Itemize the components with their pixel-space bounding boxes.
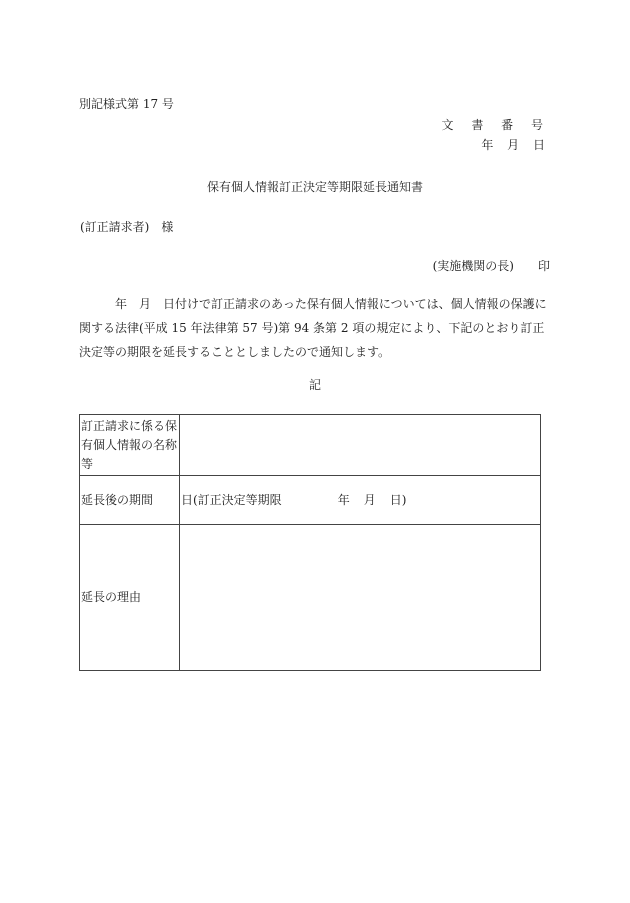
body-text: 年 月 日付けで訂正請求のあった保有個人情報については、個人情報の保護に関する法律(平成 15 年法律第 57 号)第 94 条第 2 項の規定により、下記のとおり訂正決定等の期限を延長することとしましたので通知します。 bbox=[79, 297, 547, 359]
sender: (実施機関の長) 印 bbox=[432, 259, 550, 273]
table-row bbox=[80, 476, 541, 525]
extended-period-value bbox=[180, 476, 541, 525]
period-day: 日) bbox=[389, 492, 407, 507]
info-name-label: 訂正請求に係る保有個人情報の名称等 bbox=[80, 415, 180, 476]
extended-period-prefix: 日(訂正決定等期限 bbox=[181, 492, 282, 507]
addressee: (訂正請求者) 様 bbox=[80, 220, 174, 234]
document-title: 保有個人情報訂正決定等期限延長通知書 bbox=[206, 180, 423, 194]
table-row bbox=[80, 525, 541, 671]
ki-heading: 記 bbox=[308, 378, 321, 392]
info-table bbox=[79, 414, 541, 671]
extension-reason-label: 延長の理由 bbox=[80, 525, 180, 671]
document-number-label: 文 書 番 号 bbox=[441, 118, 550, 132]
period-year: 年 bbox=[337, 492, 350, 507]
table-row bbox=[80, 415, 541, 476]
date-label: 年 月 日 bbox=[481, 138, 550, 152]
info-name-value bbox=[180, 415, 541, 476]
form-number: 別記様式第 17 号 bbox=[79, 97, 174, 111]
extension-reason-value bbox=[180, 525, 541, 671]
extended-period-label: 延長後の期間 bbox=[80, 476, 180, 525]
period-month: 月 bbox=[363, 492, 376, 507]
